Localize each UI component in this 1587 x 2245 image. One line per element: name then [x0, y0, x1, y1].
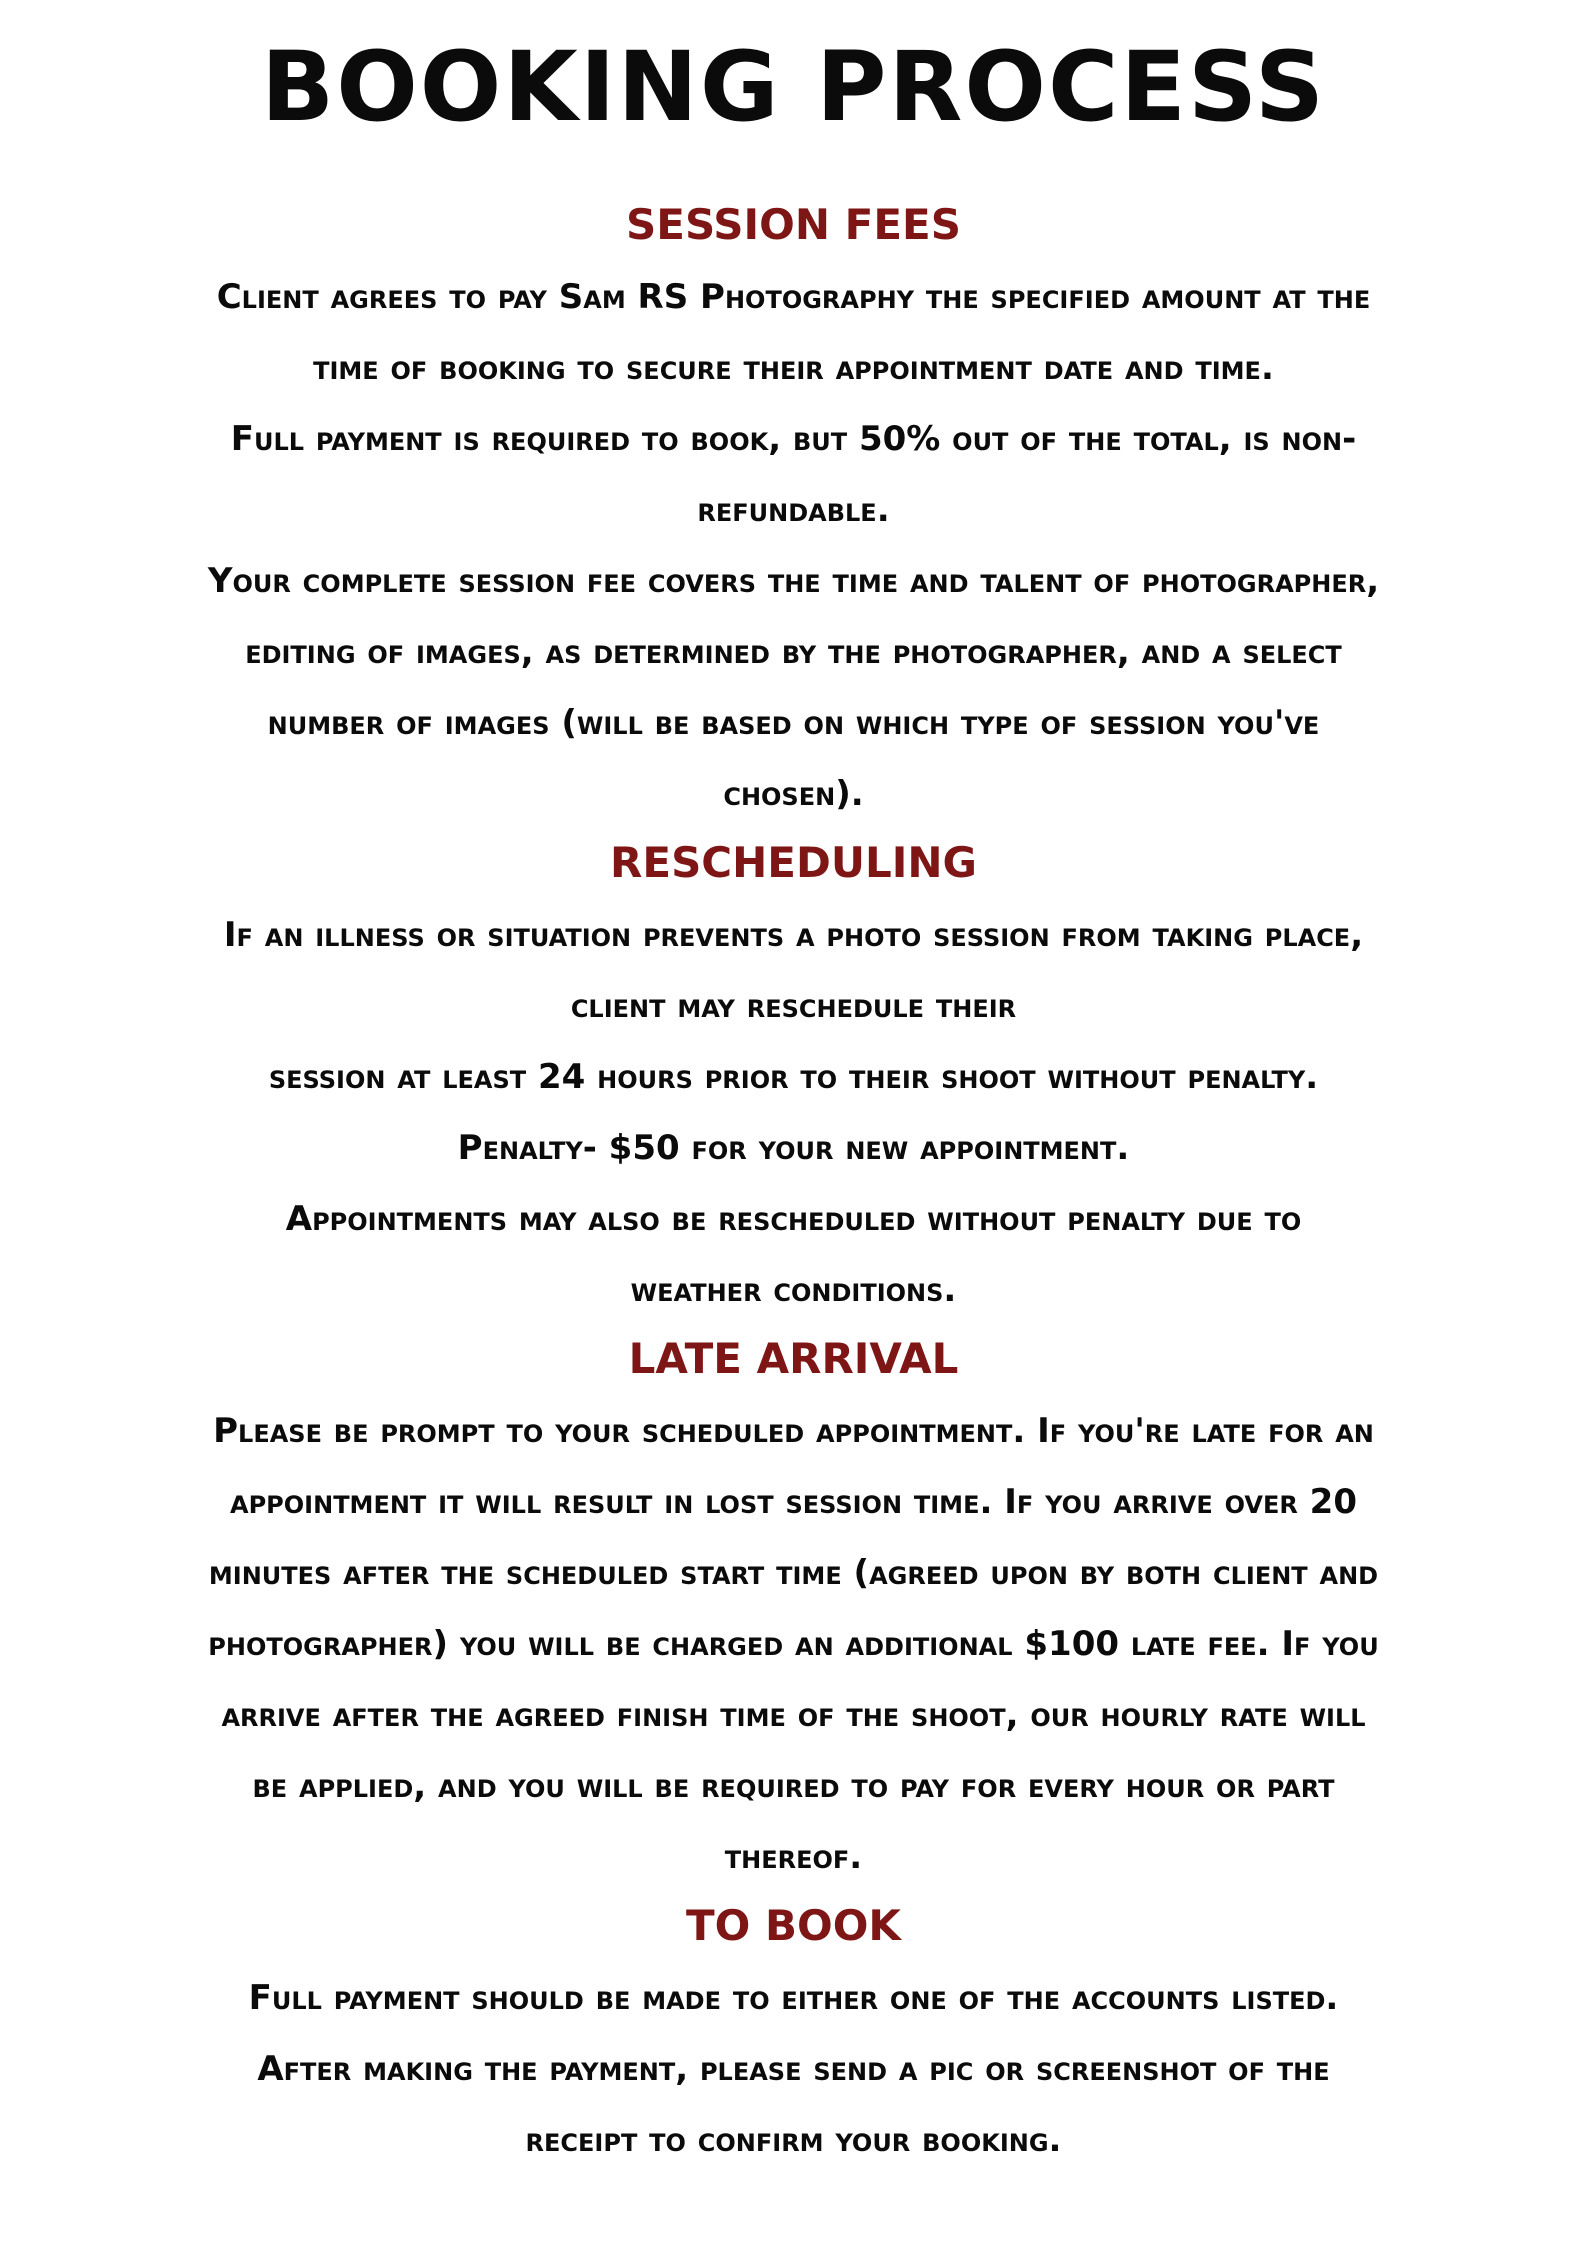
- section-heading-late-arrival: LATE ARRIVAL: [628, 1334, 959, 1383]
- session-fees-line: Client agrees to pay Sam RS Photography the specified amount at the: [216, 277, 1371, 317]
- late-arrival-line: be applied, and you will be required to pay for every hour or part: [252, 1766, 1335, 1806]
- late-arrival-line: arrive after the agreed finish time of the shoot, our hourly rate will: [221, 1695, 1366, 1735]
- section-heading-to-book: TO BOOK: [686, 1901, 901, 1950]
- to-book-line: Full payment should be made to either one of the accounts listed.: [248, 1978, 1339, 2018]
- rescheduling-line: client may reschedule their: [570, 986, 1017, 1026]
- session-fees-line: Your complete session fee covers the time and talent of photographer,: [207, 561, 1380, 601]
- rescheduling-line: Appointments may also be rescheduled without penalty due to: [285, 1199, 1302, 1239]
- rescheduling-line: session at least 24 hours prior to their shoot without penalty.: [268, 1057, 1319, 1097]
- rescheduling-line: If an illness or situation prevents a photo session from taking place,: [223, 915, 1364, 955]
- session-fees-line: time of booking to secure their appointment date and time.: [313, 348, 1274, 388]
- late-arrival-line: photographer) you will be charged an additional $100 late fee. If you: [208, 1624, 1379, 1664]
- section-heading-rescheduling: RESCHEDULING: [610, 838, 977, 887]
- to-book-line: After making the payment, please send a pic or screenshot of the: [257, 2049, 1330, 2089]
- late-arrival-line: appointment it will result in lost session time. If you arrive over 20: [230, 1482, 1357, 1522]
- session-fees-line: refundable.: [697, 490, 890, 530]
- rescheduling-line: weather conditions.: [630, 1270, 957, 1310]
- session-fees-line: number of images (will be based on which type of session you've: [267, 703, 1320, 743]
- page-title: BOOKING PROCESS: [261, 31, 1326, 143]
- late-arrival-line: Please be prompt to your scheduled appointment. If you're late for an: [213, 1411, 1374, 1451]
- session-fees-line: chosen).: [723, 774, 864, 814]
- section-heading-session-fees: SESSION FEES: [626, 200, 961, 249]
- rescheduling-line: Penalty- $50 for your new appointment.: [457, 1128, 1130, 1168]
- late-arrival-line: minutes after the scheduled start time (agreed upon by both client and: [208, 1553, 1379, 1593]
- session-fees-line: editing of images, as determined by the photographer, and a select: [245, 632, 1342, 672]
- late-arrival-line: thereof.: [724, 1837, 863, 1877]
- session-fees-line: Full payment is required to book, but 50% out of the total, is non-: [230, 419, 1357, 459]
- to-book-line: receipt to confirm your booking.: [525, 2120, 1062, 2160]
